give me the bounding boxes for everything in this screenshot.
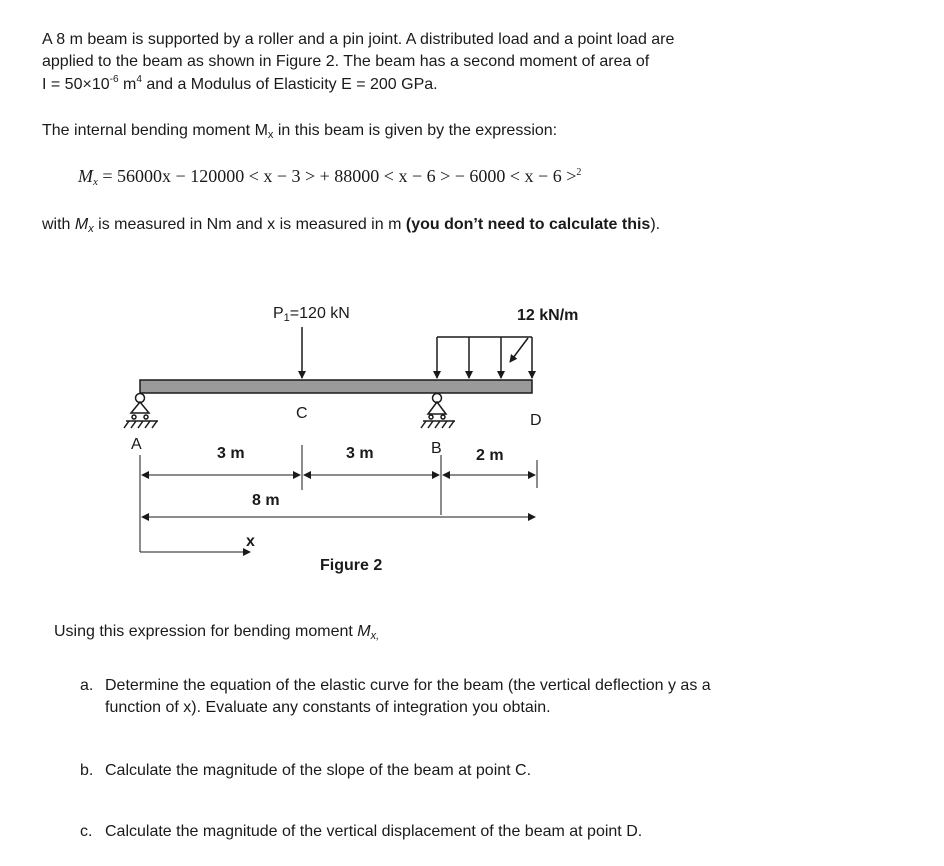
question-c: Calculate the magnitude of the vertical displacement of the beam at point D. [105, 823, 643, 840]
dim-2m: 2 m [476, 447, 504, 464]
equation-lhs: M [78, 166, 93, 186]
using-line-text: Using this expression for bending moment [54, 623, 358, 640]
moment-intro-text: The internal bending moment M [42, 122, 268, 139]
roller-support-a [124, 394, 158, 429]
point-a-label: A [131, 436, 142, 453]
point-c-label: C [296, 405, 308, 422]
using-line [54, 621, 379, 643]
dim-8m: 8 m [252, 492, 280, 509]
using-line-m: M [357, 623, 371, 640]
units-note-m-sub: x [88, 223, 94, 235]
x-axis-label: x [246, 533, 255, 550]
intro-line-1: A 8 m beam is supported by a roller and a pin joint. A distributed load and a point load are [42, 31, 675, 48]
question-a-letter: a. [80, 677, 94, 694]
intro-i-exponent: -6 [109, 74, 119, 85]
point-b-label: B [431, 440, 442, 457]
dim-3m-left: 3 m [217, 445, 245, 462]
point-d-label: D [530, 412, 542, 429]
question-a-line-2: function of x). Evaluate any constants of integration you obtain. [105, 699, 551, 716]
point-load-label: P1=120 kN [273, 305, 350, 324]
intro-i-unit: m [118, 76, 137, 93]
intro-modulus: and a Modulus of Elasticity E = 200 GPa. [141, 76, 438, 93]
figure-caption: Figure 2 [320, 557, 383, 574]
intro-i-value: I = 50×10 [42, 76, 110, 93]
units-note-mid: is measured in Nm and x is measured in m [93, 216, 406, 233]
moment-intro-rest: in this beam is given by the expression: [273, 122, 558, 139]
beam [140, 380, 532, 393]
pin-support-b [421, 394, 455, 429]
question-c-letter: c. [80, 823, 93, 840]
units-note-post: ). [650, 216, 661, 233]
question-a-line-1: Determine the equation of the elastic curve for the beam (the vertical deflection y as a [105, 677, 711, 694]
units-note-pre: with [42, 216, 75, 233]
question-b: Calculate the magnitude of the slope of the beam at point C. [105, 762, 532, 779]
moment-intro-sub: x [267, 129, 274, 141]
equation-lhs-sub: x [93, 176, 98, 188]
intro-line-2: applied to the beam as shown in Figure 2. The beam has a second moment of area of [42, 53, 650, 70]
equation-rhs: = 56000x − 120000 < x − 3 > + 88000 < x − 6 > − 6000 < x − 6 > [97, 166, 577, 186]
units-note-m: M [74, 216, 89, 233]
dim-3m-mid: 3 m [346, 445, 374, 462]
distributed-load-label: 12 kN/m [517, 307, 579, 324]
question-b-letter: b. [80, 762, 94, 779]
distributed-load [437, 337, 532, 378]
equation-exponent: 2 [576, 167, 582, 178]
using-line-m-sub: x, [370, 630, 380, 642]
units-note-bold: (you don’t need to calculate this [405, 216, 651, 233]
intro-unit-exponent: 4 [136, 74, 142, 85]
